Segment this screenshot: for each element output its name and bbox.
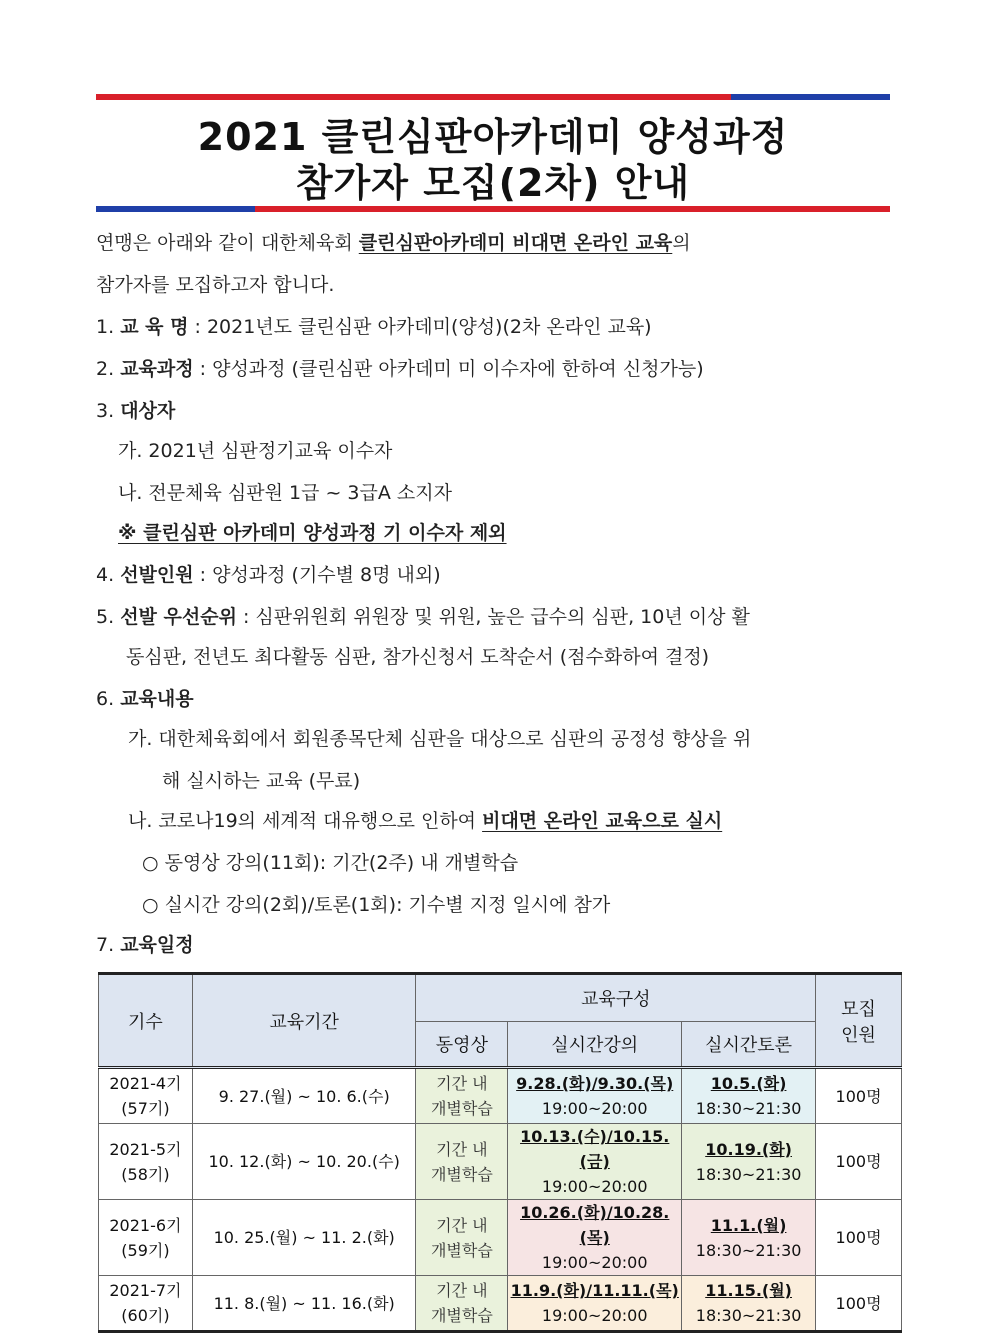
discuss-date: 10.5.(화) [710,1074,787,1093]
item-label: 교육내용 [120,688,194,710]
title-top-rule [96,94,890,100]
header-video: 동영상 [416,1022,508,1068]
item-6-b [128,808,722,834]
intro-text-end: 의 [672,232,691,254]
item-number: 2. [96,358,115,380]
intro-line-1 [96,230,691,256]
item-number: 3. [96,400,115,422]
item-6-d: ○ 실시간 강의(2회)/토론(1회): 기수별 지정 일시에 참가 [142,894,611,916]
cell-recruit: 100명 [816,1200,902,1276]
cell-gisu [99,1200,193,1276]
gisu-line-2: (57기) [121,1099,170,1118]
item-emphasis: 비대면 온라인 교육으로 실시 [482,810,723,832]
discuss-time: 18:30~21:30 [695,1164,802,1184]
item-3-note: ※ 클린심판 아카데미 양성과정 기 이수자 제외 [118,522,507,544]
discuss-time: 18:30~21:30 [695,1240,802,1260]
item-number: 6. [96,688,115,710]
item-2 [96,356,704,382]
cell-discuss [682,1068,816,1124]
item-label: 선발 우선순위 [120,606,237,628]
cell-video [416,1068,508,1124]
item-text: : 심판위원회 위원장 및 위원, 높은 급수의 심판, 10년 이상 활 [236,606,750,628]
table-row [99,1200,902,1276]
item-text: 나. 코로나19의 세계적 대유행으로 인하여 [128,810,483,832]
intro-line-2: 참가자를 모집하고자 합니다. [96,274,335,296]
item-number: 7. [96,934,115,956]
item-3 [96,398,175,424]
cell-period: 10. 12.(화) ~ 10. 20.(수) [192,1124,416,1200]
table-header-row [99,974,902,1022]
cell-gisu [99,1124,193,1200]
lecture-date: 10.26.(화)/10.28.(목) [520,1203,670,1247]
cell-period: 11. 8.(월) ~ 11. 16.(화) [192,1276,416,1332]
item-6-a: 가. 대한체육회에서 회원종목단체 심판을 대상으로 심판의 공정성 향상을 위 [128,728,752,750]
item-text: : 양성과정 (기수별 8명 내외) [193,564,441,586]
cell-recruit: 100명 [816,1124,902,1200]
cell-lecture [508,1068,682,1124]
header-lecture: 실시간강의 [508,1022,682,1068]
cell-lecture [508,1124,682,1200]
video-line-1: 기간 내 [436,1281,488,1300]
cell-gisu [99,1068,193,1124]
cell-period: 9. 27.(월) ~ 10. 6.(수) [192,1068,416,1124]
cell-lecture [508,1276,682,1332]
title-line-1: 2021 클린심판아카데미 양성과정 [197,115,789,159]
cell-period: 10. 25.(월) ~ 11. 2.(화) [192,1200,416,1276]
schedule-table [98,972,902,1333]
item-text: : 양성과정 (클린심판 아카데미 미 이수자에 한하여 신청가능) [193,358,704,380]
cell-discuss [682,1276,816,1332]
item-6-c: ○ 동영상 강의(11회): 기간(2주) 내 개별학습 [142,852,519,874]
item-label: 선발인원 [120,564,194,586]
cell-video [416,1200,508,1276]
gisu-line-1: 2021-7기 [109,1281,182,1300]
item-5-cont: 동심판, 전년도 최다활동 심판, 참가신청서 도착순서 (점수화하여 결정) [126,646,710,668]
discuss-date: 11.1.(월) [710,1215,787,1235]
lecture-date: 9.28.(화)/9.30.(목) [516,1074,674,1093]
intro-emphasis: 클린심판아카데미 비대면 온라인 교육 [358,232,673,254]
lecture-time: 19:00~20:00 [541,1177,648,1196]
cell-recruit: 100명 [816,1068,902,1124]
cell-recruit: 100명 [816,1276,902,1332]
gisu-line-1: 2021-4기 [109,1074,182,1093]
item-6 [96,686,194,712]
title-bottom-rule [96,206,890,212]
cell-lecture [508,1200,682,1276]
cell-video [416,1124,508,1200]
lecture-date: 11.9.(화)/11.11.(목) [510,1281,679,1300]
discuss-time: 18:30~21:30 [695,1306,802,1325]
item-label: 대상자 [120,400,176,422]
video-line-2: 개별학습 [430,1164,493,1184]
table-row [99,1124,902,1200]
item-label: 교 육 명 [120,316,189,338]
item-number: 5. [96,606,115,628]
table-row [99,1276,902,1332]
lecture-time: 19:00~20:00 [541,1099,648,1118]
item-text: : 2021년도 클린심판 아카데미(양성)(2차 온라인 교육) [188,316,652,338]
item-3-a: 가. 2021년 심판정기교육 이수자 [118,440,393,462]
video-line-2: 개별학습 [430,1306,493,1325]
header-discuss: 실시간토론 [682,1022,816,1068]
item-1 [96,314,652,340]
lecture-date: 10.13.(수)/10.15.(금) [520,1127,670,1171]
header-recruit [816,974,902,1068]
video-line-1: 기간 내 [436,1139,488,1159]
item-7 [96,932,194,958]
item-6-a-cont: 해 실시하는 교육 (무료) [162,770,361,792]
item-3-b: 나. 전문체육 심판원 1급 ~ 3급A 소지자 [118,482,452,504]
item-number: 1. [96,316,115,338]
discuss-date: 11.15.(월) [705,1281,792,1300]
video-line-1: 기간 내 [436,1074,488,1093]
lecture-time: 19:00~20:00 [541,1253,648,1272]
header-recruit-2: 인원 [841,1024,876,1046]
item-4 [96,562,441,588]
item-label: 교육과정 [120,358,194,380]
item-label: 교육일정 [120,934,194,956]
gisu-line-2: (60기) [121,1306,170,1325]
header-recruit-1: 모집 [841,998,876,1020]
video-line-1: 기간 내 [436,1215,488,1235]
video-line-2: 개별학습 [430,1240,493,1260]
video-line-2: 개별학습 [430,1099,493,1118]
header-compose: 교육구성 [416,974,816,1022]
gisu-line-2: (58기) [121,1164,170,1184]
cell-video [416,1276,508,1332]
header-period: 교육기간 [192,974,416,1068]
gisu-line-1: 2021-5기 [109,1139,182,1159]
discuss-date: 10.19.(화) [705,1139,792,1159]
table-row [99,1068,902,1124]
cell-discuss [682,1124,816,1200]
header-gisu: 기수 [99,974,193,1068]
cell-discuss [682,1200,816,1276]
lecture-time: 19:00~20:00 [541,1306,648,1325]
item-5 [96,604,750,630]
cell-gisu [99,1276,193,1332]
discuss-time: 18:30~21:30 [695,1099,802,1118]
title-line-2: 참가자 모집(2차) 안내 [295,161,691,205]
item-number: 4. [96,564,115,586]
gisu-line-2: (59기) [121,1240,170,1260]
intro-text: 연맹은 아래와 같이 대한체육회 [96,232,359,254]
gisu-line-1: 2021-6기 [109,1215,182,1235]
title-block [96,94,890,212]
